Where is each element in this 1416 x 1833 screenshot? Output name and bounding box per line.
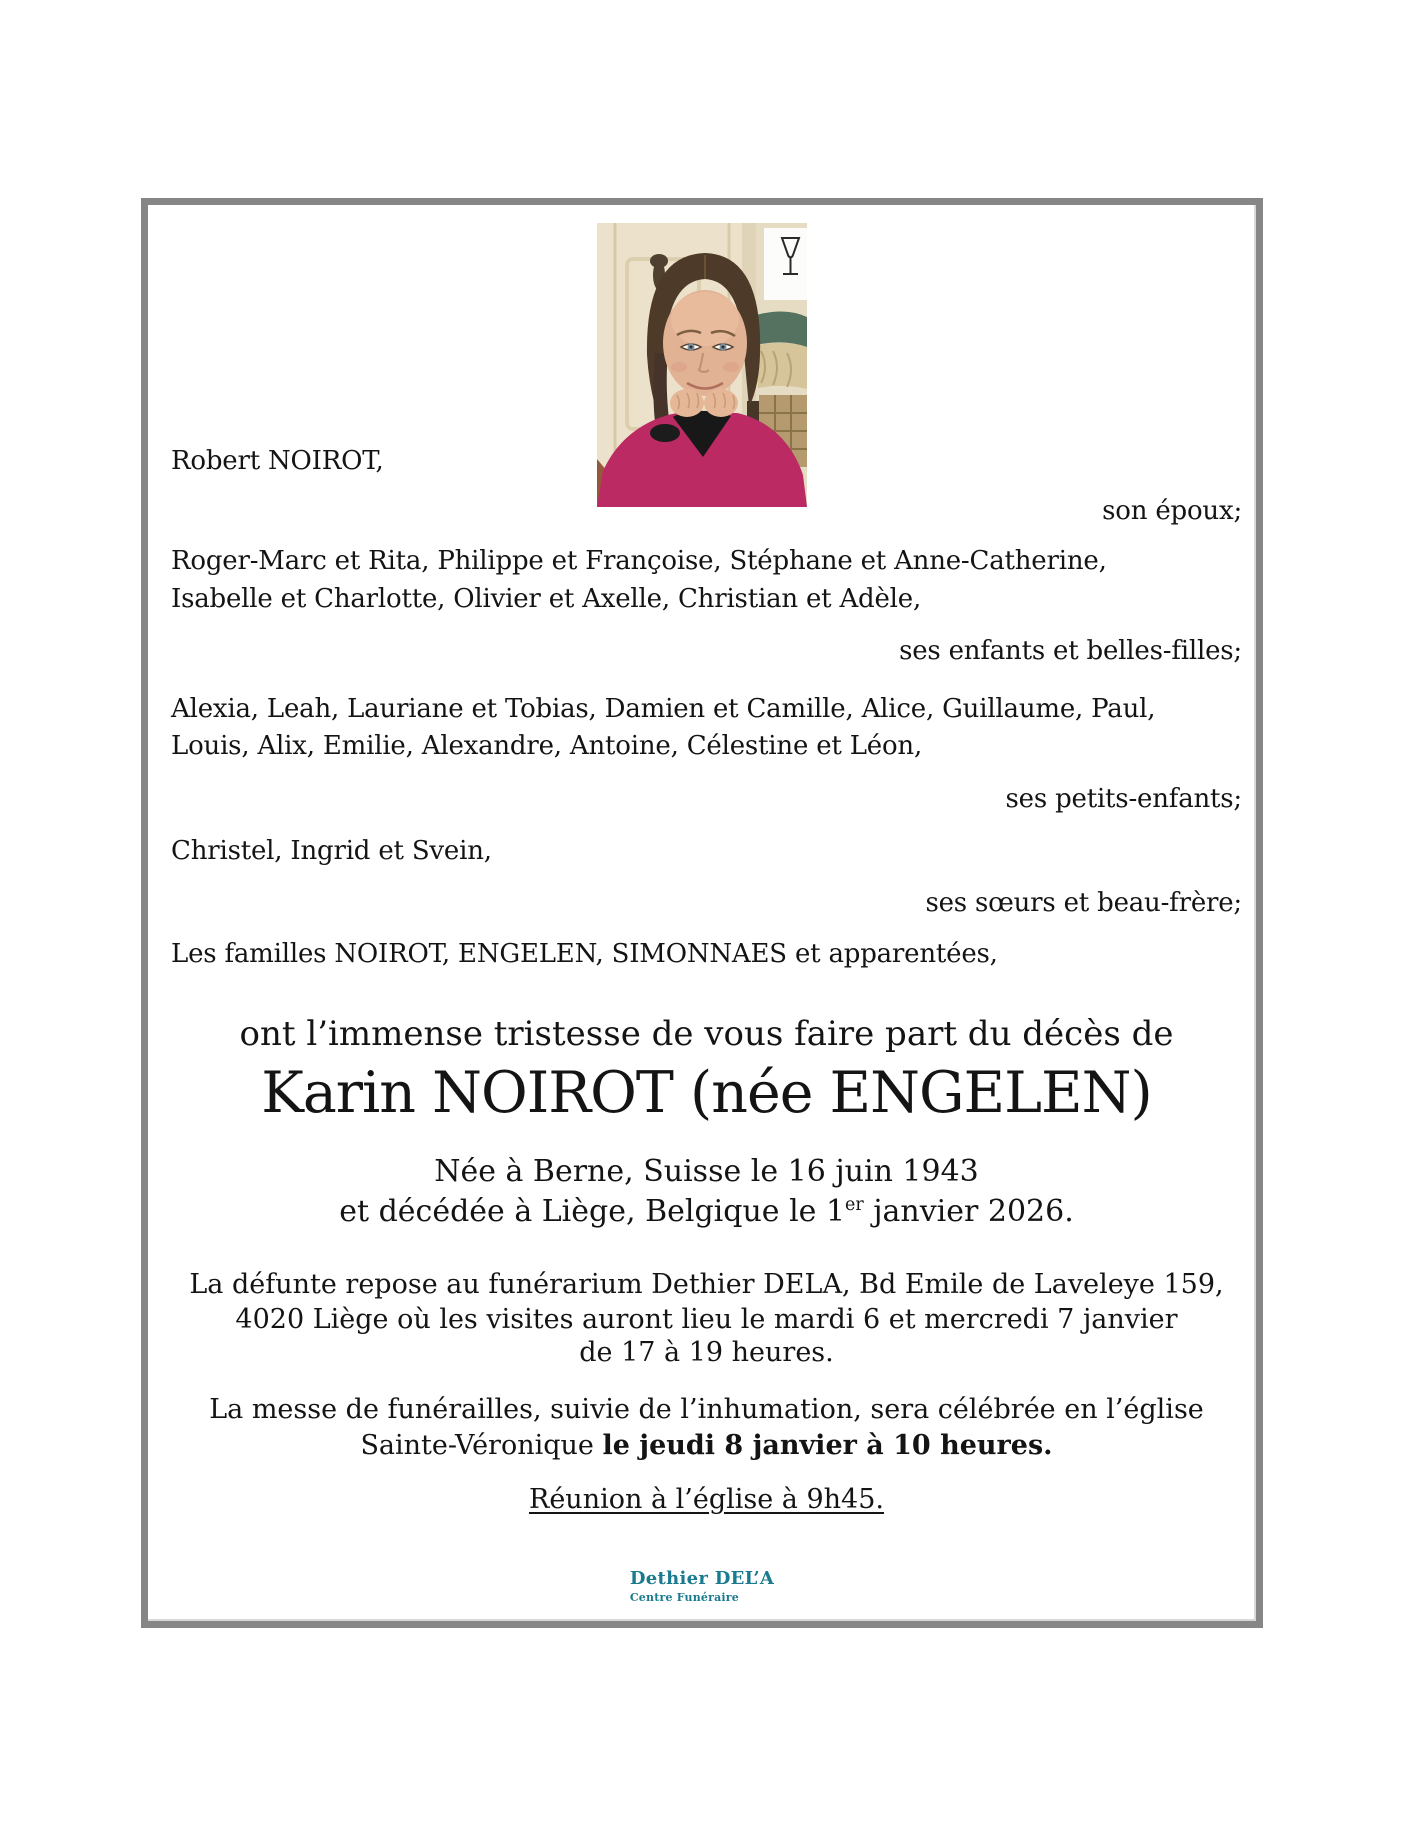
children-names-line1: Roger-Marc et Rita, Philippe et Françoise, Stéphane et Anne-Catherine, xyxy=(171,546,1107,576)
birth-line: Née à Berne, Suisse le 16 juin 1943 xyxy=(434,1154,979,1189)
repose-line2: 4020 Liège où les visites auront lieu le mardi 6 et mercredi 7 janvier xyxy=(235,1304,1178,1335)
siblings-names-line: Christel, Ingrid et Svein, xyxy=(171,836,492,866)
families-line: Les familles NOIROT, ENGELEN, SIMONNAES et apparentées, xyxy=(171,939,998,969)
grandchildren-names-line2: Louis, Alix, Emilie, Alexandre, Antoine, Célestine et Léon, xyxy=(171,731,923,761)
repose-line1: La défunte repose au funérarium Dethier DELA, Bd Emile de Laveleye 159, xyxy=(189,1269,1224,1300)
grandchildren-names-line1: Alexia, Leah, Lauriane et Tobias, Damien et Camille, Alice, Guillaume, Paul, xyxy=(171,694,1156,724)
mass-line2-bold: le jeudi 8 janvier à 10 heures. xyxy=(602,1430,1053,1461)
mass-line1: La messe de funérailles, suivie de l’inhumation, sera célébrée en l’église xyxy=(209,1394,1204,1425)
wine-glass-icon xyxy=(764,228,807,300)
death-line-prefix: et décédée à Liège, Belgique le 1 xyxy=(339,1194,846,1229)
deceased-name: Karin NOIROT (née ENGELEN) xyxy=(261,1060,1152,1126)
reunion-line: Réunion à l’église à 9h45. xyxy=(529,1484,884,1515)
death-line-suffix: janvier 2026. xyxy=(863,1194,1074,1229)
repose-line3: de 17 à 19 heures. xyxy=(579,1337,834,1368)
marble-console xyxy=(756,311,807,347)
notice-frame xyxy=(141,198,1263,1628)
logo-subtitle: Centre Funéraire xyxy=(629,1591,740,1604)
death-line xyxy=(171,1193,1242,1231)
children-role-line: ses enfants et belles-filles; xyxy=(899,636,1242,666)
mass-line2 xyxy=(171,1429,1242,1463)
funeral-home-logo xyxy=(630,1568,774,1604)
intro-line: ont l’immense tristesse de vous faire part du décès de xyxy=(239,1014,1174,1054)
husband-name-line: Robert NOIROT, xyxy=(171,446,384,476)
siblings-role-line: ses sœurs et beau-frère; xyxy=(925,888,1242,918)
logo-name: Dethier DEL’A xyxy=(629,1568,775,1589)
children-names-line2: Isabelle et Charlotte, Olivier et Axelle, Christian et Adèle, xyxy=(171,584,922,614)
death-line-superscript: er xyxy=(845,1195,864,1215)
mass-line2-regular: Sainte-Véronique xyxy=(360,1430,603,1461)
notice-content xyxy=(148,205,1256,1621)
husband-role-line: son époux; xyxy=(1102,496,1242,526)
grandchildren-role-line: ses petits-enfants; xyxy=(1005,784,1242,814)
